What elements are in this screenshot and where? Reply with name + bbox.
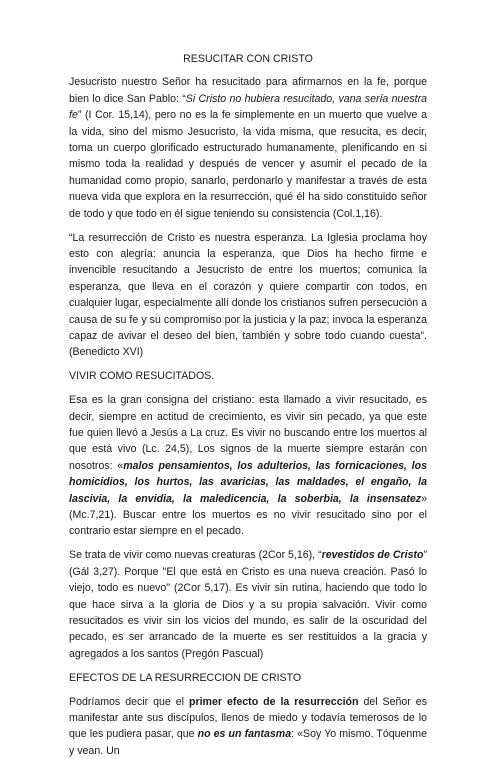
section-heading-vivir: VIVIR COMO RESUCITADOS. (69, 370, 215, 383)
paragraph-1-quote: Si Cristo no hubiera resucitado, vana sería nuestra fe (69, 92, 427, 122)
paragraph-5-bold-italic: no es un fantasma (197, 728, 292, 741)
paragraph-2: “La resurrección de Cristo es nuestra esperanza. La Iglesia proclama hoy esto con alegría: anuncia la esperanza, que Dios ha hecho firme e invencible resucitando a Jesucristo de entre los muertos; comunica la esperanza, que lleva en el corazón y quiere compartir con todos, en cualquier lugar, especialmente allí donde los cristianos sufren persecución a causa de su fe y su compromiso por la justicia y la paz; invoca la esperanza capaz de avivar el deseo del bien, también y sobre todo cuando cuesta”. (Benedicto XVI) (69, 231, 427, 359)
paragraph-1-text: Jesucristo nuestro Señor ha resucitado para afirmarnos en la fe, porque bien lo dice San Pablo: “ (69, 76, 427, 105)
paragraph-4-text: Se trata de vivir como nuevas creaturas (2Cor 5,16), “ (69, 549, 322, 562)
paragraph-3-quote: malos pensamientos, los adulterios, las fornicaciones, los homicidios, los hurtos, las avaricias, las maldades, el engaño, la lascivia, la envidia, la maledicencia, la soberbia, la insensatez (69, 459, 427, 505)
paragraph-4-text-end: ” (Gál 3,27). Porque "El que está en Cristo es una nueva creación. Pasó lo viejo, todo es nuevo" (2Cor 5,17). Es vivir sin rutina, haciendo que todo lo que hace sirva a la gloria de Dios y a su propia salvación. Vivir como resucitados es vivir sin los vicios del mundo, es salir de la oscuridad del pecado, es ser arrancado de la muerte es ser restituidos a la gracia y agregados a los santos (Pregón Pascual) (69, 549, 427, 660)
section-heading-efectos: EFECTOS DE LA RESURRECCION DE CRISTO (69, 671, 302, 684)
paragraph-5-text: Podríamos decir que el (69, 695, 190, 708)
paragraph-5-text-mid: del Señor es manifestar ante sus discípulos, llenos de miedo y todavía temerosos de lo que les pudiera pasar, que (69, 695, 427, 741)
paragraph-5-text-end: : «Soy Yo mismo. Tóquenme y vean. Un (69, 728, 427, 757)
paragraph-1 (69, 74, 427, 222)
paragraph-3-text-end: » (Mc.7,21). Buscar entre los muertos es no vivir resucitado sino por el contrario estar siempre en el pecado. (69, 492, 427, 538)
paragraph-3 (69, 392, 427, 540)
paragraph-4 (69, 547, 427, 662)
paragraph-5 (69, 694, 427, 759)
paragraph-5-bold: primer efecto de la resurrección (189, 695, 359, 708)
paragraph-3-text: Esa es la gran consigna del cristiano: esta llamado a vivir resucitado, es decir, siempre en actitud de crecimiento, es vivir sin pecado, ya que este fue quien llevó a Jesús a La cruz. Es vivir no buscando entre los muertos al que está vivo (Lc. 24,5), Los signos de la muerte siempre estarán con nosotros: « (69, 394, 427, 472)
paragraph-1-text-end: ” (I Cor. 15,14), pero no es la fe simplemente en un muerto que vuelve a la vida, sino del mismo Jesucristo, la vida misma, que resucita, es decir, toma un cuerpo glorificado estructurado humanamente, plenificando en si mismo toda la realidad y después de vencer y asumir el pecado de la humanidad como propio, sanarlo, perdonarlo y manifestar a través de esta nueva vida que explora en la resurrección, qué él ha sido constituido señor de todo y que todo en él sigue teniendo su consistencia (Col.1,16). (69, 109, 427, 220)
paragraph-4-quote: revestidos de Cristo (321, 549, 424, 562)
document-title: RESUCITAR CON CRISTO (183, 53, 313, 65)
